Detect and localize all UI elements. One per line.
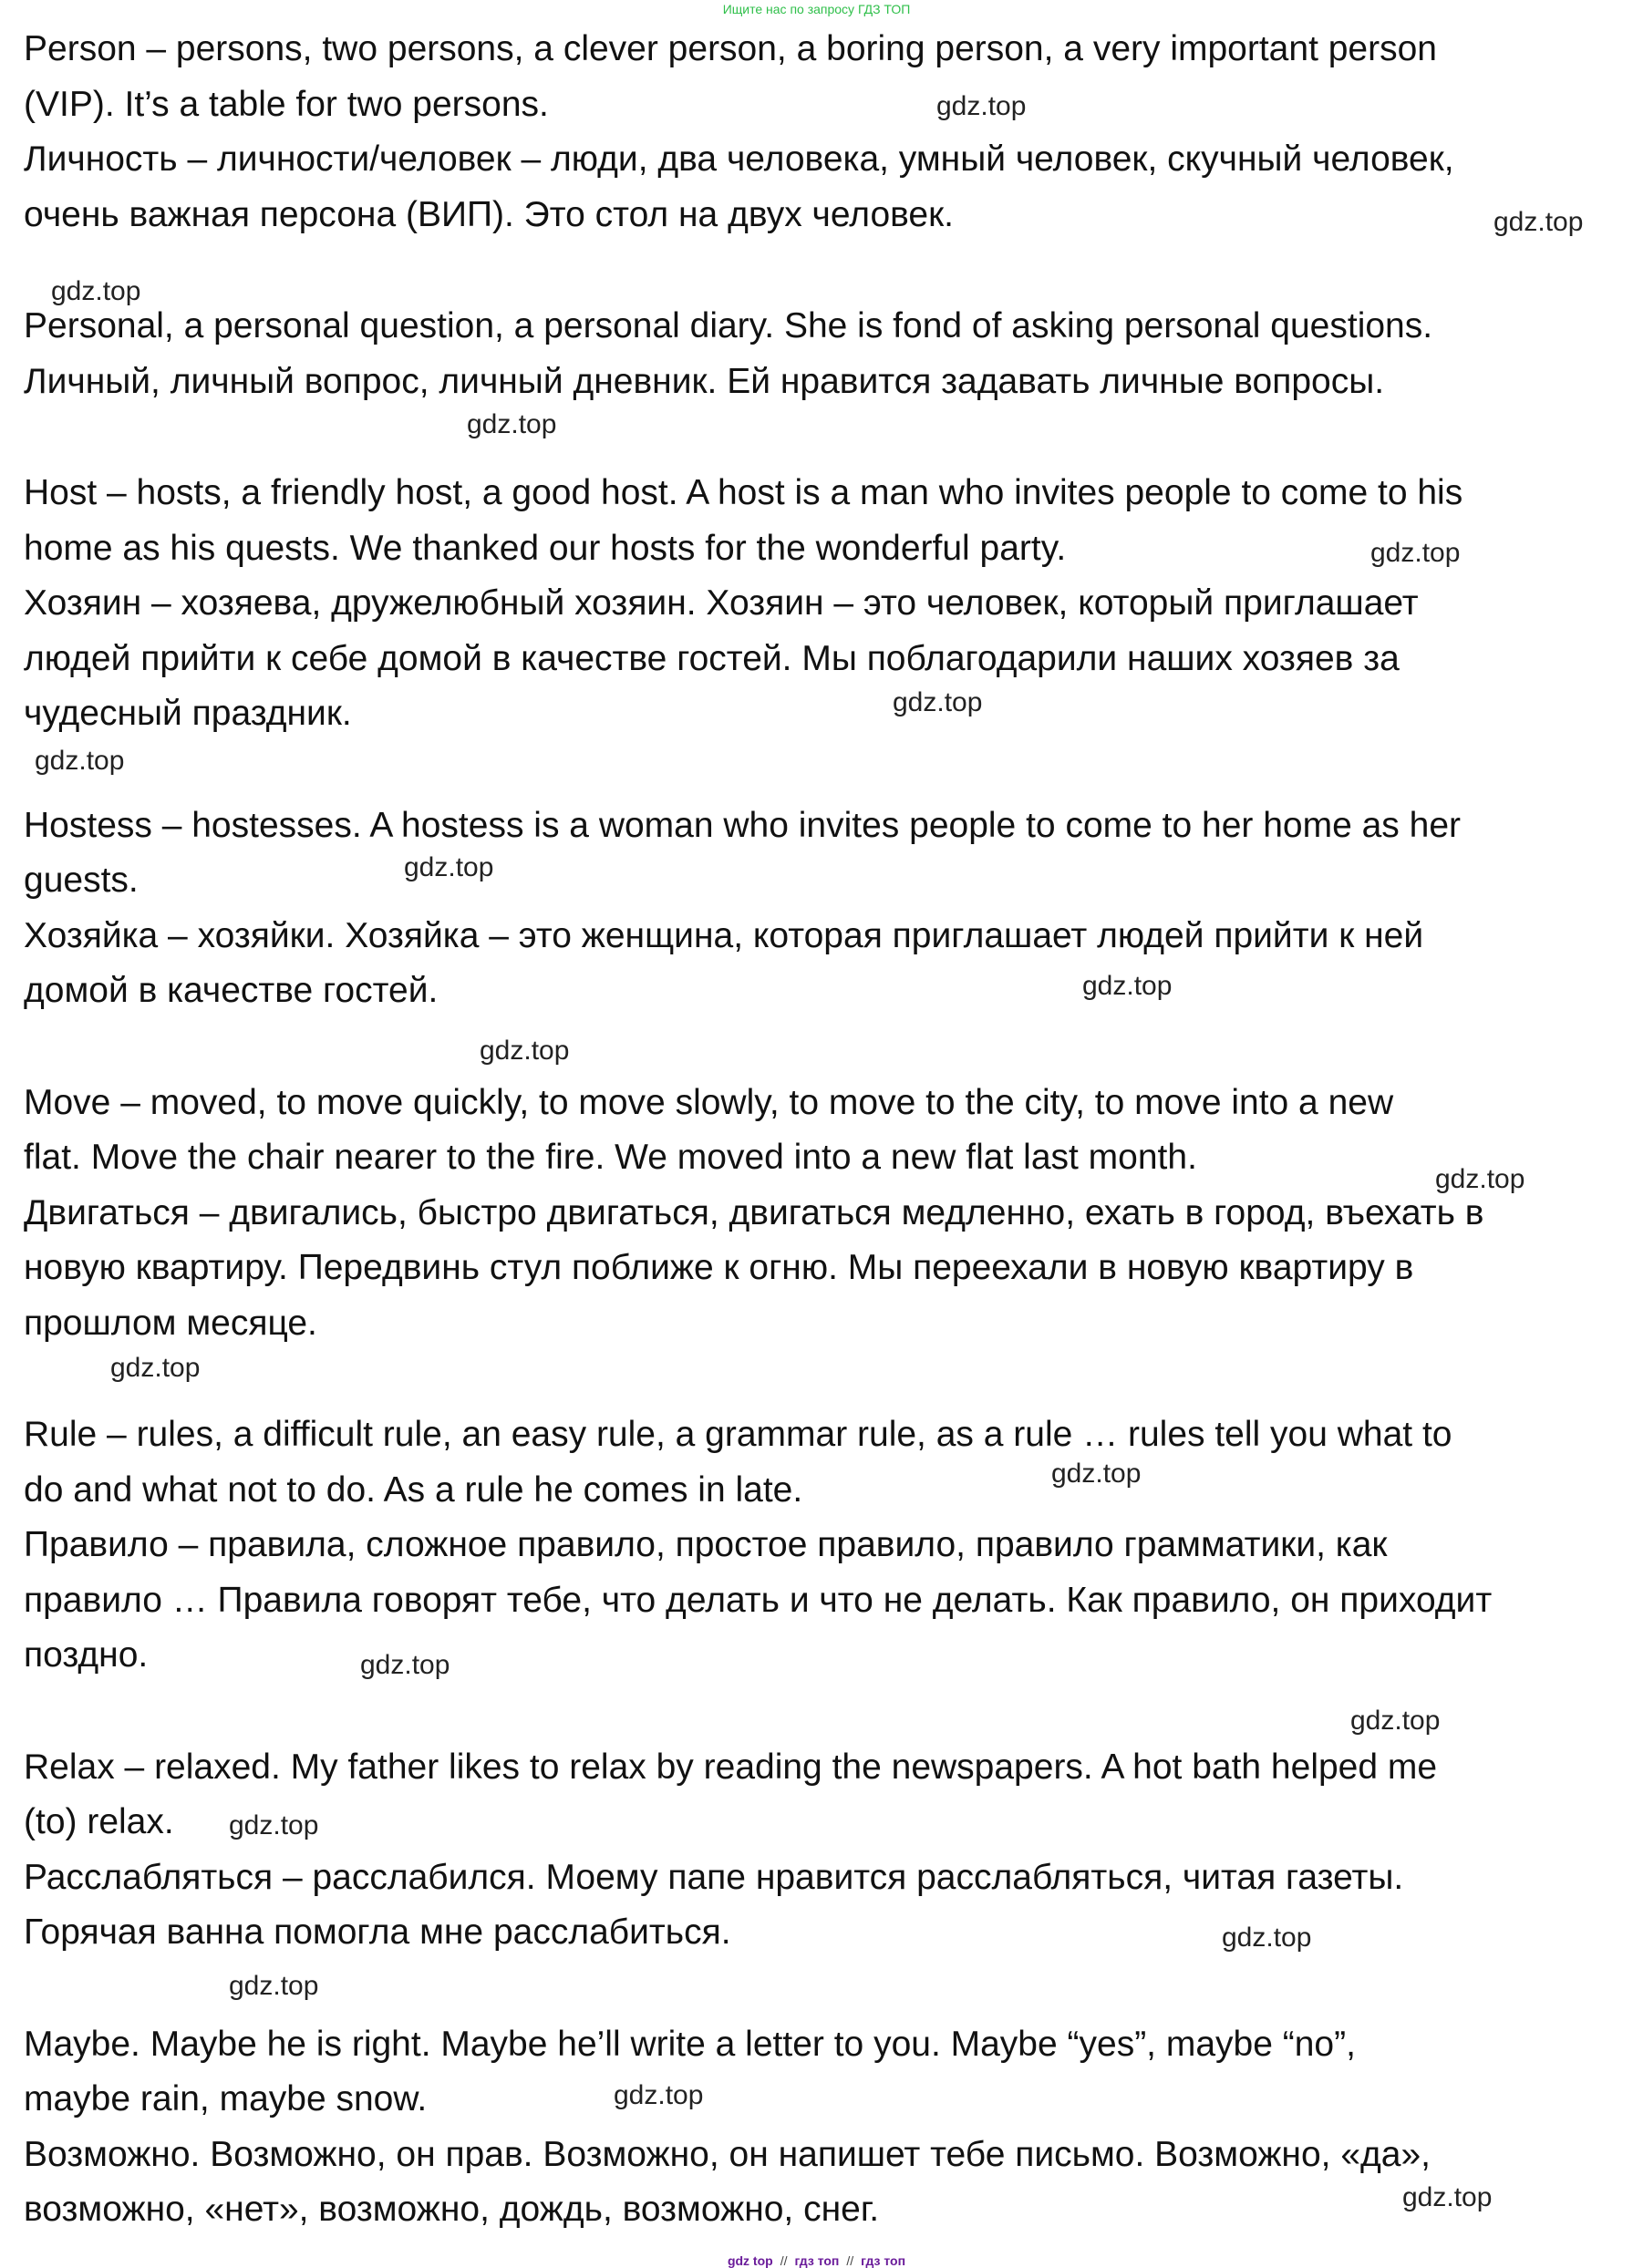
watermark: gdz.top bbox=[1222, 1923, 1312, 1953]
entry-line: home as his quests. We thanked our hosts for the wonderful party. bbox=[24, 528, 1067, 568]
entry-line: Person – persons, two persons, a clever person, a boring person, a very important person bbox=[24, 29, 1437, 68]
watermark: gdz.top bbox=[229, 1971, 319, 2001]
entry-line: Hostess – hostesses. A hostess is a woman who invites people to come to her home as her bbox=[24, 805, 1461, 845]
entry-maybe bbox=[24, 2017, 1610, 2238]
footer-link[interactable]: гдз топ bbox=[794, 2253, 840, 2268]
watermark: gdz.top bbox=[229, 1810, 319, 1840]
entry-line: flat. Move the chair nearer to the fire. We moved into a new flat last month. bbox=[24, 1138, 1197, 1177]
entry-line: do and what not to do. As a rule he comes in late. bbox=[24, 1469, 803, 1510]
watermark: gdz.top bbox=[110, 1353, 201, 1383]
watermark: gdz.top bbox=[1051, 1459, 1142, 1489]
watermark: gdz.top bbox=[936, 91, 1027, 121]
watermark: gdz.top bbox=[51, 276, 141, 306]
watermark: gdz.top bbox=[1350, 1706, 1441, 1736]
watermark: gdz.top bbox=[1493, 207, 1584, 237]
entry-line: Личный, личный вопрос, личный дневник. Ей нравится задавать личные вопросы. bbox=[24, 361, 1385, 401]
entry-rule bbox=[24, 1407, 1610, 1684]
watermark: gdz.top bbox=[467, 409, 557, 439]
entry-line: Rule – rules, a difficult rule, an easy rule, a grammar rule, as a rule … rules tell you what to bbox=[24, 1415, 1452, 1454]
entry-line: Personal, a personal question, a personal diary. She is fond of asking personal questions. bbox=[24, 306, 1433, 345]
watermark: gdz.top bbox=[1370, 538, 1461, 568]
watermark: gdz.top bbox=[35, 746, 125, 776]
entry-line: правило … Правила говорят тебе, что делать и что не делать. Как правило, он приходит bbox=[24, 1580, 1493, 1620]
entry-line: Личность – личности/человек – люди, два человека, умный человек, скучный человек, bbox=[24, 139, 1454, 179]
entry-line: Возможно. Возможно, он прав. Возможно, он напишет тебе письмо. Возможно, «да», bbox=[24, 2134, 1431, 2174]
watermark: gdz.top bbox=[614, 2080, 704, 2110]
entry-line: домой в качестве гостей. bbox=[24, 971, 439, 1010]
entry-line: (to) relax. bbox=[24, 1802, 174, 1841]
entry-line: новую квартиру. Передвинь стул поближе к огню. Мы переехали в новую квартиру в bbox=[24, 1248, 1414, 1287]
entry-line: Хозяйка – хозяйки. Хозяйка – это женщина, которая приглашает людей прийти к ней bbox=[24, 915, 1424, 955]
footer-links bbox=[0, 2253, 1633, 2268]
watermark: gdz.top bbox=[360, 1650, 450, 1680]
entry-host bbox=[24, 466, 1610, 742]
entry-line: Горячая ванна помогла мне расслабиться. bbox=[24, 1912, 731, 1952]
top-banner: Ищите нас по запросу ГДЗ ТОП bbox=[722, 2, 911, 16]
entry-relax bbox=[24, 1740, 1610, 1961]
watermark: gdz.top bbox=[480, 1036, 570, 1066]
entry-line: Двигаться – двигались, быстро двигаться, двигаться медленно, ехать в город, въехать в bbox=[24, 1192, 1484, 1232]
footer-link[interactable]: гдз топ bbox=[861, 2253, 906, 2268]
watermark: gdz.top bbox=[1402, 2182, 1493, 2212]
entry-line: Расслабляться – расслабился. Моему папе нравится расслабляться, читая газеты. bbox=[24, 1857, 1404, 1897]
watermark: gdz.top bbox=[404, 852, 494, 882]
entry-line: Relax – relaxed. My father likes to relax by reading the newspapers. A hot bath helped me bbox=[24, 1747, 1438, 1787]
entry-line: Host – hosts, a friendly host, a good host. A host is a man who invites people to come to his bbox=[24, 473, 1463, 512]
entry-hostess bbox=[24, 799, 1610, 1019]
entry-line: чудесный праздник. bbox=[24, 694, 352, 733]
watermark: gdz.top bbox=[893, 687, 983, 717]
entry-line: maybe rain, maybe snow. bbox=[24, 2079, 428, 2119]
entry-person bbox=[24, 22, 1610, 242]
entry-personal bbox=[24, 299, 1610, 409]
entry-line: очень важная персона (ВИП). Это стол на двух человек. bbox=[24, 194, 954, 234]
entry-line: людей прийти к себе домой в качестве гостей. Мы поблагодарили наших хозяев за bbox=[24, 638, 1400, 678]
footer-separator: // bbox=[846, 2253, 854, 2268]
entry-line: Правило – правила, сложное правило, простое правило, правило грамматики, как bbox=[24, 1525, 1388, 1564]
entry-line: guests. bbox=[24, 861, 139, 900]
entry-line: Maybe. Maybe he is right. Maybe he’ll write a letter to you. Maybe “yes”, maybe “no”, bbox=[24, 2024, 1356, 2064]
watermark: gdz.top bbox=[1082, 971, 1173, 1001]
vocabulary-document bbox=[24, 22, 1610, 2238]
entry-line: Move – moved, to move quickly, to move slowly, to move to the city, to move into a new bbox=[24, 1082, 1394, 1122]
entry-move bbox=[24, 1076, 1610, 1352]
entry-line: (VIP). It’s a table for two persons. bbox=[24, 84, 549, 124]
watermark: gdz.top bbox=[1435, 1164, 1525, 1194]
entry-line: возможно, «нет», возможно, дождь, возможно, снег. bbox=[24, 2190, 880, 2229]
footer-link[interactable]: gdz top bbox=[727, 2253, 773, 2268]
footer-separator: // bbox=[780, 2253, 788, 2268]
entry-line: поздно. bbox=[24, 1635, 149, 1675]
entry-line: прошлом месяце. bbox=[24, 1303, 317, 1343]
entry-line: Хозяин – хозяева, дружелюбный хозяин. Хозяин – это человек, который приглашает bbox=[24, 583, 1419, 623]
